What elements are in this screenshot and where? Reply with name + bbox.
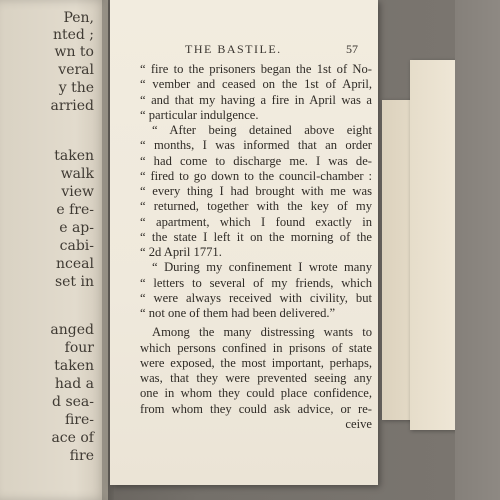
catchword: ceive <box>345 416 372 431</box>
text-line: “ fire to the prisoners began the 1st of No- <box>140 62 372 76</box>
left-page-line: cabi- <box>59 238 94 254</box>
text-line: “ not one of them had been delivered.” <box>140 306 336 320</box>
left-page-line: nceal <box>56 256 94 272</box>
text-line: “ returned, together with the key of my <box>140 199 372 214</box>
left-page-line: veral <box>58 62 94 78</box>
left-page-line: had a <box>54 376 94 392</box>
text-line: “ the state I left it on the morning of the <box>140 229 372 244</box>
left-facing-page <box>0 0 108 500</box>
left-page-line: view <box>61 184 94 200</box>
text-line: “ After being detained above eight <box>152 123 372 137</box>
text-line: “ every thing I had brought with me was <box>140 184 372 198</box>
left-page-line: Pen, <box>63 10 94 26</box>
loose-paper-front <box>410 60 458 430</box>
text-line: from whom they could ask advice, or re- <box>140 401 372 416</box>
left-page-line: wn to <box>54 44 94 60</box>
running-head <box>110 42 378 58</box>
text-line: Among the many distressing wants to <box>152 325 372 340</box>
text-line: were exposed, the most important, perhaps, <box>140 355 372 370</box>
text-line: “ During my confinement I wrote many <box>152 260 372 275</box>
text-line: “ 2d April 1771. <box>140 245 222 259</box>
left-page-line: taken <box>54 358 94 374</box>
left-page-line: arried <box>50 98 94 114</box>
text-line: “ apartment, which I found exactly in <box>140 214 372 229</box>
left-page-line: taken <box>54 148 94 164</box>
text-line: “ months, I was informed that an order <box>140 138 372 153</box>
left-page-line: y the <box>58 80 94 96</box>
text-line: “ had come to discharge me. I was de- <box>140 153 372 168</box>
book-page <box>110 0 378 485</box>
text-line: one in whom they could place confidence, <box>140 386 372 401</box>
page-number: 57 <box>346 42 358 56</box>
text-line: which persons confined in prisons of state <box>140 340 372 355</box>
left-page-line: walk <box>60 166 94 182</box>
left-page-line: d sea- <box>52 394 94 410</box>
background-edge <box>455 0 500 500</box>
text-line: “ and that my having a fire in April was a <box>140 92 372 107</box>
left-page-line: fire <box>69 448 94 464</box>
left-page-line: nted ; <box>52 27 94 43</box>
page-body-text <box>140 62 372 432</box>
running-title: THE BASTILE. <box>185 42 282 56</box>
text-line: was, that they were prevented seeing any <box>140 371 372 385</box>
left-page-line: anged <box>50 322 94 338</box>
text-line: “ fired to go down to the council-chamber : <box>140 168 372 183</box>
text-line: “ vember and ceased on the 1st of April, <box>140 77 372 92</box>
left-page-line: e fre- <box>56 202 94 218</box>
text-line: “ were always received with civility, but <box>140 290 372 305</box>
text-line: “ letters to several of my friends, which <box>140 275 372 290</box>
left-page-line: e ap- <box>59 220 94 236</box>
left-page-line: four <box>64 340 94 356</box>
left-page-line: ace of <box>51 430 94 446</box>
left-page-line: fire- <box>64 412 94 428</box>
left-page-line: set in <box>54 274 94 290</box>
text-line: “ particular indulgence. <box>140 107 259 122</box>
